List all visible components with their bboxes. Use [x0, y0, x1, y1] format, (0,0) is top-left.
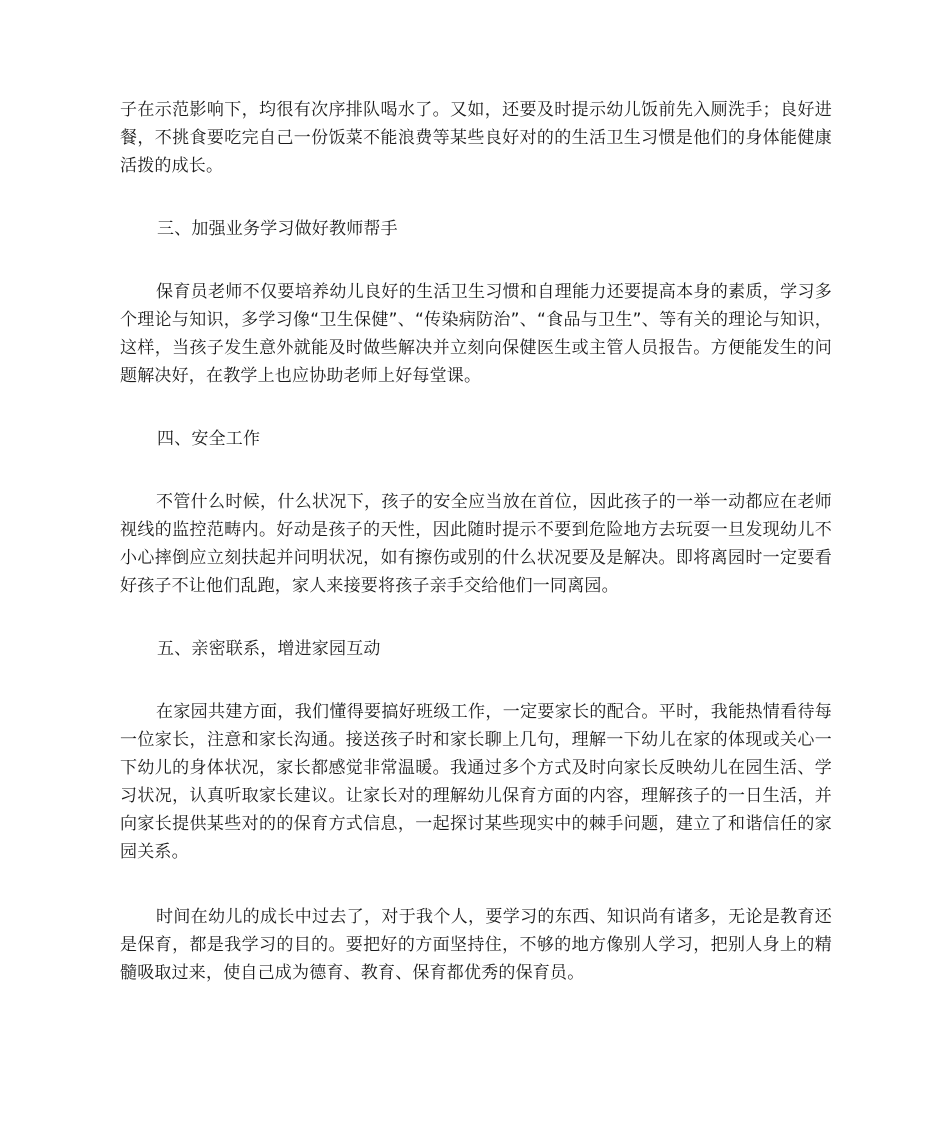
paragraph-closing: 时间在幼儿的成长中过去了，对于我个人，要学习的东西、知识尚有诸多，无论是教育还是保育，都是我学习的目的。要把好的方面坚持住，不够的地方像别人学习，把别人身上的精髓吸取过来，使自己成为德育、教育、保育都优秀的保育员。 [120, 907, 832, 983]
section-heading-5: 五、亲密联系，增进家园互动 [157, 639, 381, 659]
section-heading-4: 四、安全工作 [157, 429, 261, 449]
section-heading-3: 三、加强业务学习做好教师帮手 [157, 219, 398, 239]
paragraph-section-4: 不管什么时候，什么状况下，孩子的安全应当放在首位，因此孩子的一举一动都应在老师视线的监控范畴内。好动是孩子的天性，因此随时提示不要到危险地方去玩耍一旦发现幼儿不小心摔倒应立刻扶起并问明状况，如有擦伤或别的什么状况要及是解决。即将离园时一定要看好孩子不让他们乱跑，家人来接要将孩子亲手交给他们一同离园。 [120, 492, 832, 596]
paragraph-section-3: 保育员老师不仅要培养幼儿良好的生活卫生习惯和自理能力还要提高本身的素质，学习多个理论与知识，多学习像“卫生保健”、“传染病防治”、“食品与卫生”、等有关的理论与知识，这样，当孩子发生意外就能及时做些解决并立刻向保健医生或主管人员报告。方便能发生的问题解决好，在教学上也应协助老师上好每堂课。 [120, 282, 832, 386]
paragraph-section-5: 在家园共建方面，我们懂得要搞好班级工作，一定要家长的配合。平时，我能热情看待每一位家长，注意和家长沟通。接送孩子时和家长聊上几句，理解一下幼儿在家的体现或关心一下幼儿的身体状况，家长都感觉非常温暖。我通过多个方式及时向家长反映幼儿在园生活、学习状况，认真听取家长建议。让家长对的理解幼儿保育方面的内容，理解孩子的一日生活，并向家长提供某些对的的保育方式信息，一起探讨某些现实中的棘手问题，建立了和谐信任的家园关系。 [120, 702, 832, 862]
paragraph-continued: 子在示范影响下，均很有次序排队喝水了。又如，还要及时提示幼儿饭前先入厕洗手；良好进餐，不挑食要吃完自己一份饭菜不能浪费等某些良好对的的生活卫生习惯是他们的身体能健康活拨的成长。 [120, 100, 832, 176]
